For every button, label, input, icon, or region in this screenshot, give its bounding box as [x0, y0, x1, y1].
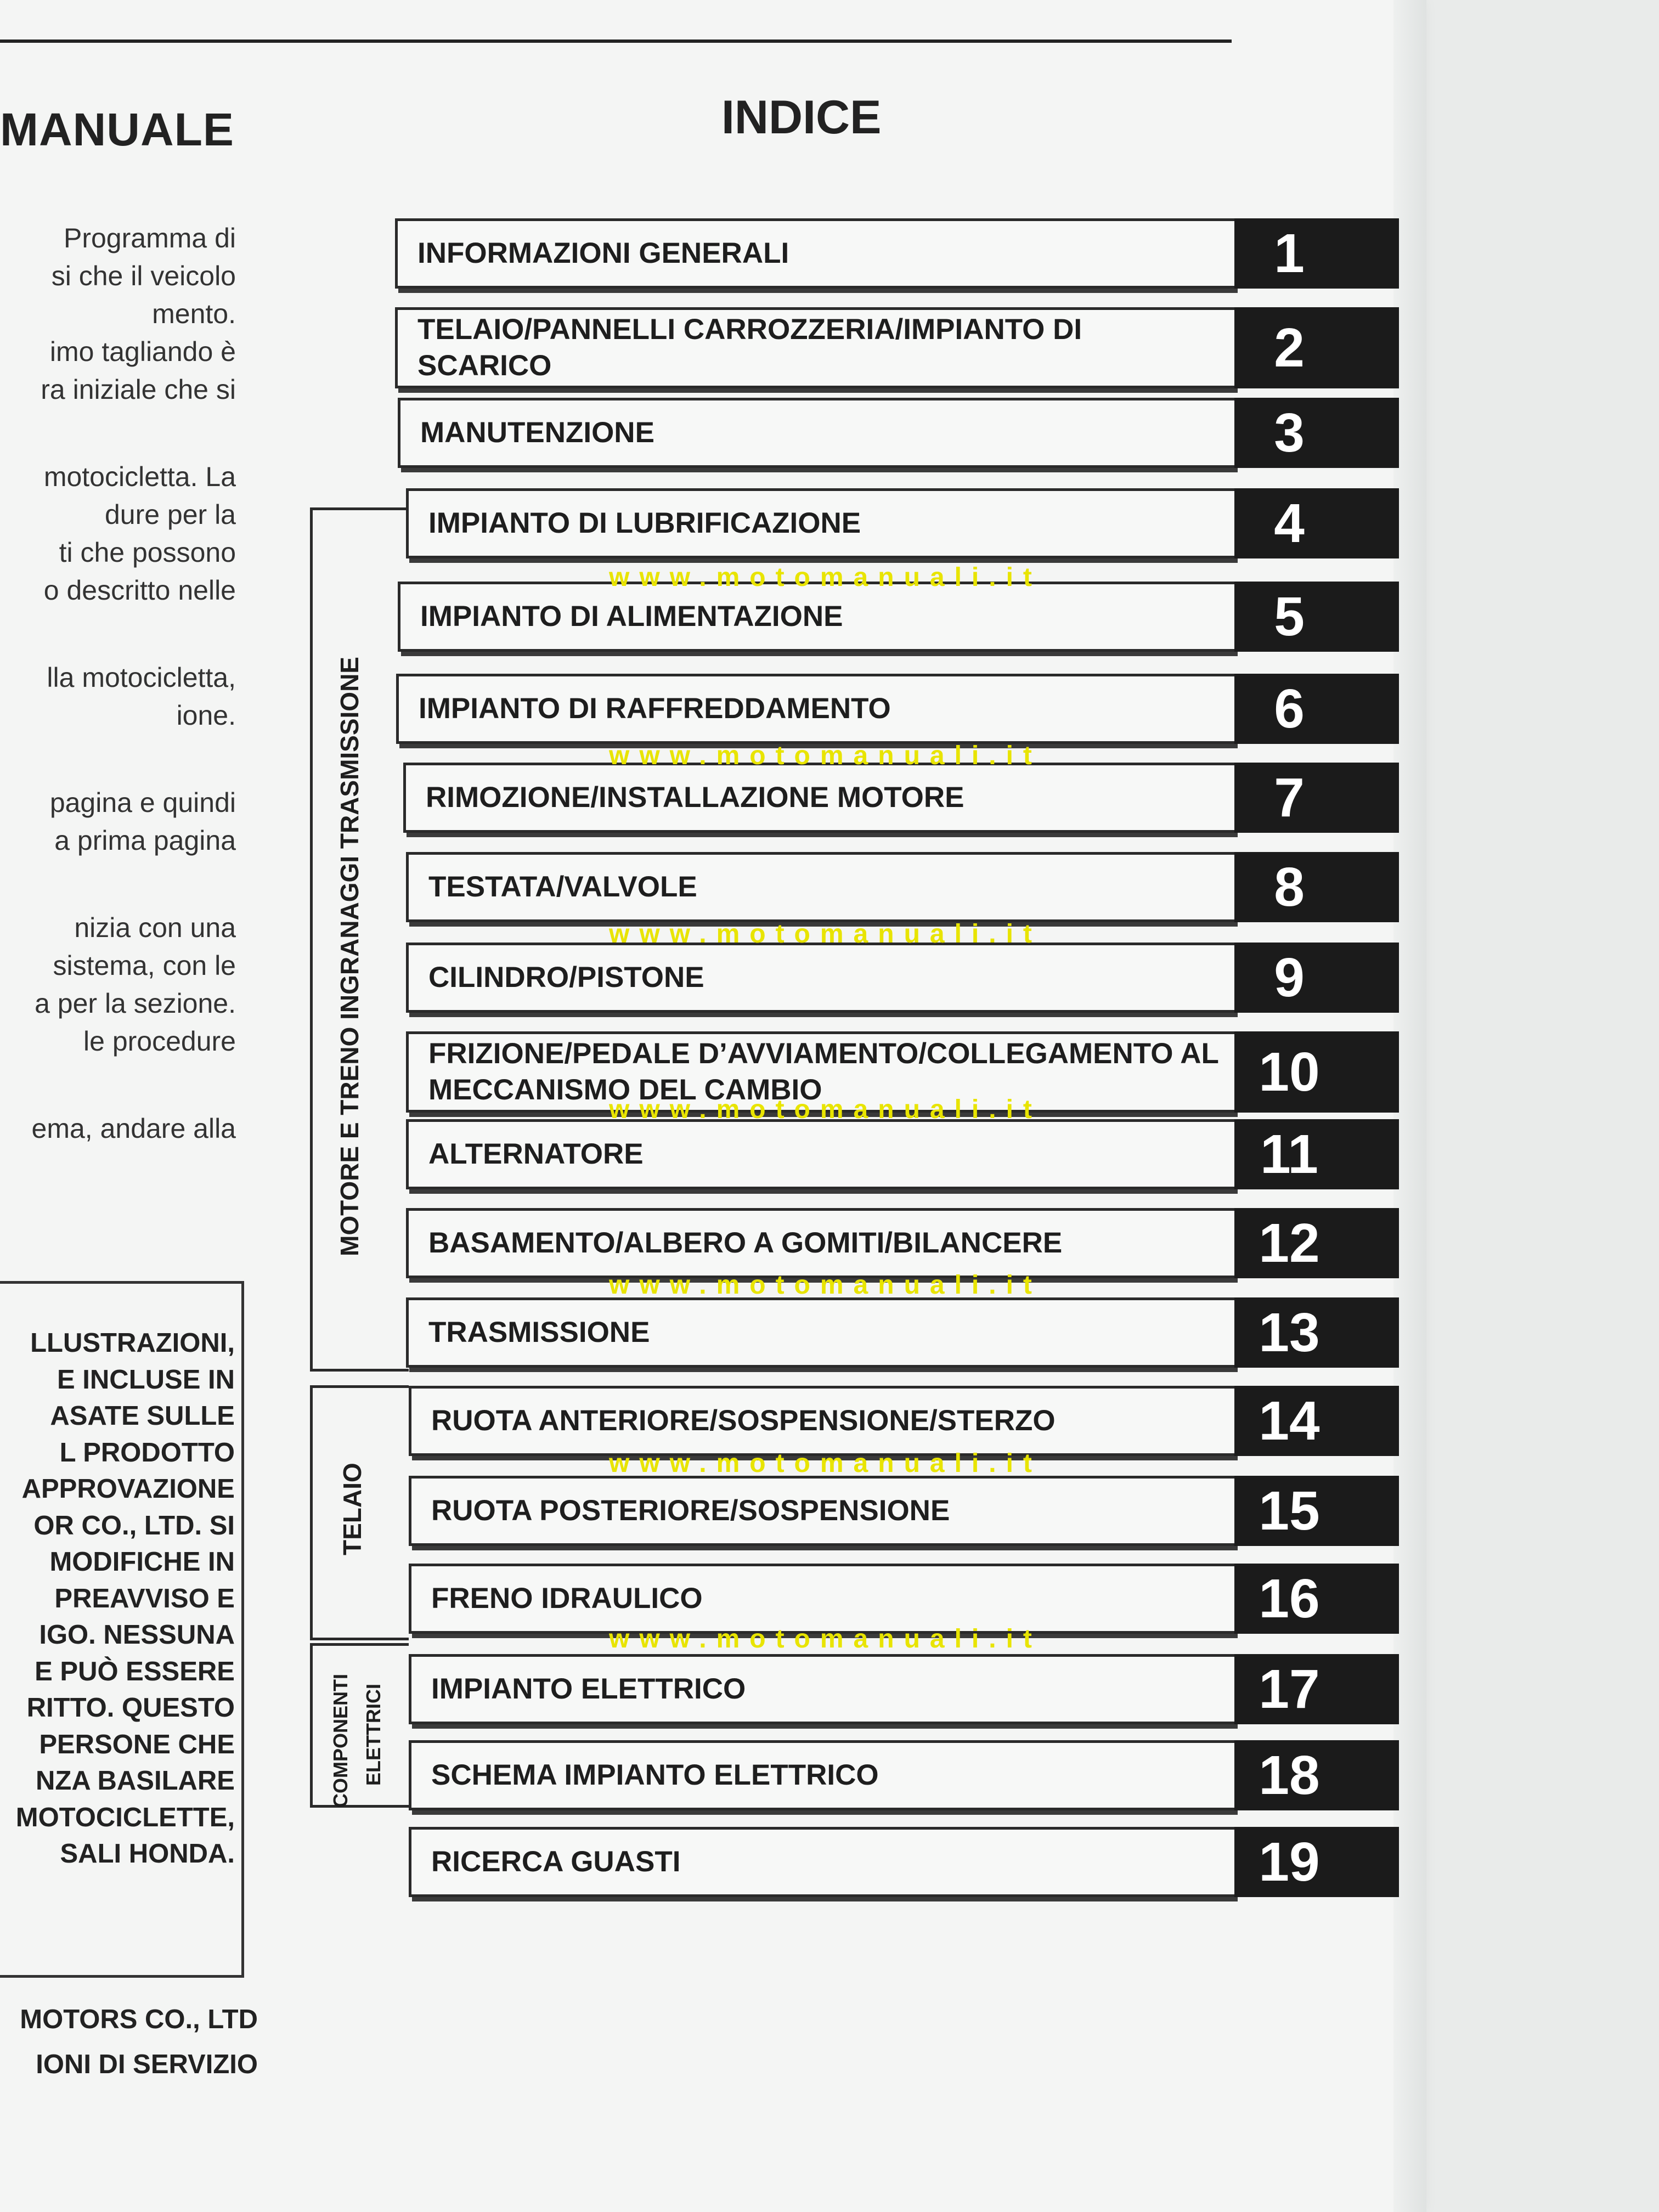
group-electrical	[310, 1643, 409, 1808]
section-tab	[1234, 398, 1399, 468]
section-number: 5	[1274, 585, 1305, 647]
paragraph-line: o descritto nelle	[43, 575, 236, 606]
index-entry	[409, 1740, 1234, 1810]
index-entry	[409, 1386, 1234, 1456]
notice-line: PERSONE CHE	[39, 1729, 235, 1759]
section-tab	[1234, 1476, 1399, 1546]
paragraph-gap	[0, 860, 236, 909]
paragraph-gap	[0, 1060, 236, 1110]
paragraph-line: a per la sezione.	[35, 988, 236, 1019]
index-entry-title: CILINDRO/PISTONE	[428, 961, 704, 994]
section-number: 3	[1274, 402, 1305, 464]
notice-line: NZA BASILARE	[36, 1766, 235, 1796]
watermark-text: www.motomanuali.it	[609, 1095, 1042, 1124]
section-tab	[1234, 582, 1399, 652]
section-number: 6	[1274, 678, 1305, 740]
section-number: 14	[1259, 1390, 1320, 1452]
footer-line: IONI DI SERVIZIO	[36, 2050, 258, 2079]
watermark-text: www.motomanuali.it	[609, 1271, 1042, 1300]
section-number: 11	[1260, 1123, 1318, 1185]
index-entry	[409, 1827, 1234, 1897]
index-title: INDICE	[721, 91, 882, 144]
section-number: 4	[1274, 492, 1305, 554]
index-entry	[395, 307, 1234, 388]
paragraph-line: motocicletta. La	[43, 461, 236, 492]
watermark-text: www.motomanuali.it	[609, 1449, 1042, 1478]
left-page-paragraphs	[0, 219, 236, 1148]
section-tab	[1234, 1740, 1399, 1810]
paragraph-line: ione.	[176, 700, 236, 731]
paragraph-line: imo tagliando è	[49, 336, 236, 367]
section-number: 12	[1259, 1212, 1320, 1274]
section-tab	[1234, 1386, 1399, 1456]
notice-line: ASATE SULLE	[50, 1401, 235, 1431]
section-tab	[1234, 307, 1399, 388]
section-tab	[1234, 852, 1399, 922]
index-entry	[406, 943, 1234, 1013]
index-entry-title: IMPIANTO ELETTRICO	[431, 1673, 746, 1705]
top-rule	[0, 40, 1232, 43]
index-entry	[396, 674, 1234, 744]
index-entry-title: BASAMENTO/ALBERO A GOMITI/BILANCERE	[428, 1227, 1063, 1259]
index-entry	[406, 852, 1234, 922]
index-entry-title: RUOTA POSTERIORE/SOSPENSIONE	[431, 1494, 950, 1527]
section-tab	[1234, 488, 1399, 558]
index-entry-title: FRIZIONE/PEDALE D’AVVIAMENTO/COLLEGAMENTO AL MECCANISMO DEL CAMBIO	[428, 1037, 1218, 1106]
section-tab	[1234, 943, 1399, 1013]
index-entry	[409, 1564, 1234, 1634]
index-entry-title: RUOTA ANTERIORE/SOSPENSIONE/STERZO	[431, 1404, 1056, 1437]
paragraph-line: si che il veicolo	[51, 261, 236, 291]
index-entry	[398, 398, 1234, 468]
notice-line: L PRODOTTO	[59, 1437, 235, 1468]
section-tab	[1234, 1031, 1399, 1113]
index-entry	[406, 488, 1234, 558]
index-entry-title: SCHEMA IMPIANTO ELETTRICO	[431, 1759, 879, 1791]
paragraph-line: pagina e quindi	[49, 787, 236, 818]
paragraph-line: sistema, con le	[53, 950, 236, 981]
notice-line: IGO. NESSUNA	[39, 1620, 235, 1650]
section-number: 7	[1274, 766, 1305, 828]
paragraph-gap	[0, 610, 236, 659]
notice-line: E INCLUSE IN	[57, 1364, 235, 1395]
index-entry-title: IMPIANTO DI RAFFREDDAMENTO	[419, 692, 891, 725]
section-number: 19	[1259, 1831, 1320, 1893]
paragraph-line: dure per la	[104, 499, 236, 530]
paragraph-gap	[0, 409, 236, 458]
paragraph-line: le procedure	[83, 1026, 236, 1057]
section-number: 2	[1274, 317, 1305, 379]
notice-line: E PUÒ ESSERE	[35, 1656, 235, 1686]
group-label-engine: MOTORE E TRENO INGRANAGGI TRASMISSIONE	[335, 657, 364, 1256]
section-number: 17	[1259, 1658, 1320, 1720]
paragraph-gap	[0, 735, 236, 784]
index-entry	[409, 1476, 1234, 1546]
notice-line: SALI HONDA.	[60, 1839, 235, 1869]
section-tab	[1234, 218, 1399, 289]
section-tab	[1234, 1208, 1399, 1278]
section-number: 8	[1274, 856, 1305, 918]
index-entry	[406, 1119, 1234, 1189]
index-entry-title: MANUTENZIONE	[420, 416, 654, 449]
section-number: 13	[1259, 1301, 1320, 1363]
index-entry	[403, 763, 1234, 833]
index-entry	[406, 1297, 1234, 1368]
index-entry-title: TELAIO/PANNELLI CARROZZERIA/IMPIANTO DI SCARICO	[417, 313, 1082, 382]
index-entry	[409, 1654, 1234, 1724]
paragraph-line: ra iniziale che si	[41, 374, 236, 405]
section-tab	[1234, 1297, 1399, 1368]
watermark-text: www.motomanuali.it	[609, 919, 1042, 949]
index-entry-title: ALTERNATORE	[428, 1138, 644, 1170]
watermark-text: www.motomanuali.it	[609, 741, 1042, 770]
notice-line: OR CO., LTD. SI	[33, 1510, 235, 1541]
paragraph-line: ti che possono	[59, 537, 236, 568]
notice-line: RITTO. QUESTO	[26, 1693, 235, 1723]
section-number: 10	[1259, 1041, 1320, 1103]
paragraph-line: a prima pagina	[54, 825, 236, 856]
section-tab	[1234, 674, 1399, 744]
index-entry-title: TESTATA/VALVOLE	[428, 871, 697, 903]
index-entry	[406, 1208, 1234, 1278]
section-tab	[1234, 1827, 1399, 1897]
index-entry-title: TRASMISSIONE	[428, 1316, 650, 1348]
index-entry-title: IMPIANTO DI LUBRIFICAZIONE	[428, 507, 861, 539]
watermark-text: www.motomanuali.it	[609, 563, 1042, 592]
section-number: 9	[1274, 946, 1305, 1008]
footer-line: MOTORS CO., LTD	[20, 2005, 258, 2034]
paragraph-line: nizia con una	[74, 912, 236, 943]
group-label-electrical-1: COMPONENTI	[329, 1673, 352, 1808]
group-label-chassis: TELAIO	[338, 1463, 366, 1555]
paragraph-line: lla motocicletta,	[47, 662, 236, 693]
section-tab	[1234, 763, 1399, 833]
left-page-heading: MANUALE	[0, 104, 234, 155]
section-tab	[1234, 1119, 1399, 1189]
notice-line: MOTOCICLETTE,	[15, 1802, 235, 1832]
watermark-text: www.motomanuali.it	[609, 1624, 1042, 1654]
notice-line: LLUSTRAZIONI,	[30, 1328, 235, 1358]
index-entry-title: INFORMAZIONI GENERALI	[417, 237, 789, 269]
index-entry-title: RIMOZIONE/INSTALLAZIONE MOTORE	[426, 781, 964, 814]
section-tab	[1234, 1564, 1399, 1634]
section-tab	[1234, 1654, 1399, 1724]
section-number: 18	[1259, 1744, 1320, 1806]
index-entry	[395, 218, 1234, 289]
index-entry-title: RICERCA GUASTI	[431, 1846, 681, 1878]
index-entry-title: IMPIANTO DI ALIMENTAZIONE	[420, 600, 843, 633]
paragraph-line: mento.	[152, 298, 236, 329]
notice-line: MODIFICHE IN	[49, 1547, 235, 1577]
section-number: 1	[1274, 222, 1305, 284]
group-label-electrical-2: ELETTRICI	[362, 1684, 385, 1786]
paragraph-line: ema, andare alla	[31, 1113, 236, 1144]
paragraph-line: Programma di	[64, 223, 236, 253]
notice-line: PREAVVISO E	[54, 1583, 235, 1613]
section-number: 16	[1259, 1567, 1320, 1629]
notice-line: APPROVAZIONE	[21, 1474, 235, 1504]
copyright-notice-box	[0, 1281, 244, 1978]
index-entry-title: FRENO IDRAULICO	[431, 1582, 703, 1615]
left-page-footer	[0, 1997, 258, 2087]
section-number: 15	[1259, 1480, 1320, 1542]
